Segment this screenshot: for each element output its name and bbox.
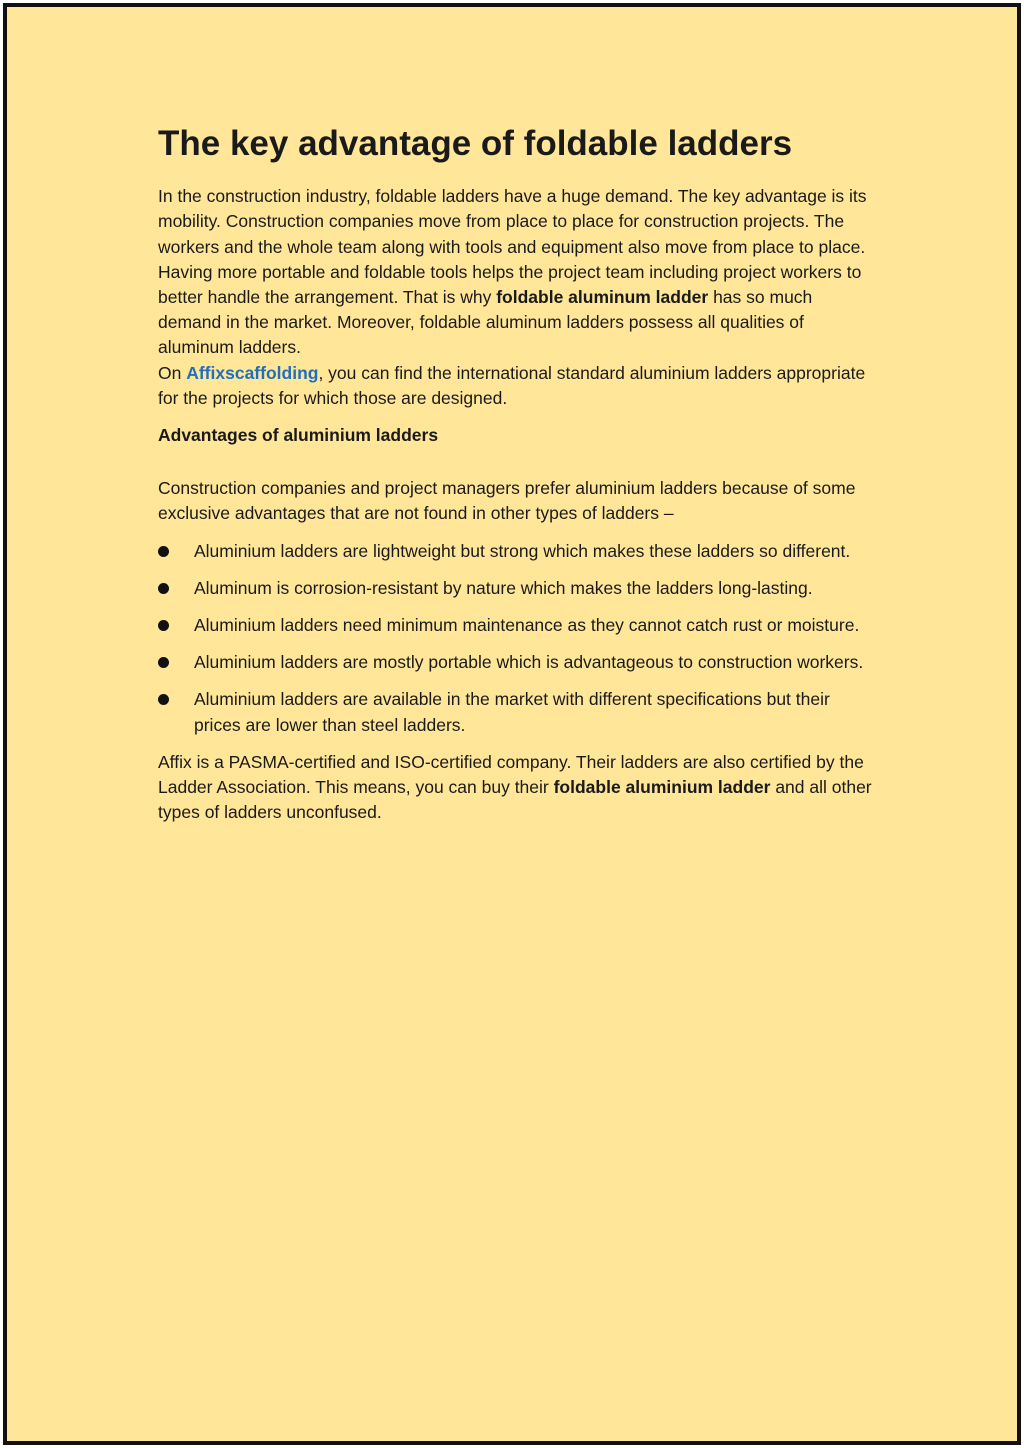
intro-text-4: , you can find the international standard aluminium ladders appropriate for the projects for which those are designed.	[158, 362, 866, 408]
list-item-text: Aluminium ladders are lightweight but strong which makes these ladders so different.	[194, 540, 851, 561]
list-item-text: Aluminium ladders are available in the market with different specifications but their prices are lower than steel ladders.	[194, 689, 830, 735]
advantages-list	[158, 539, 878, 738]
bullet-icon	[158, 694, 169, 705]
list-item-text: Aluminium ladders are mostly portable which is advantageous to construction workers.	[194, 652, 864, 673]
heading-key-advantage: The key advantage of foldable ladders	[158, 124, 793, 163]
bullet-icon	[158, 583, 169, 594]
closing-paragraph	[158, 750, 878, 826]
closing-text-2: and all other types of ladders unconfused.	[158, 777, 872, 823]
document-page	[3, 3, 1021, 1445]
intro-paragraph	[158, 184, 878, 411]
keyword-foldable-aluminum-ladder: foldable aluminum ladder	[496, 287, 709, 308]
list-item	[158, 539, 878, 564]
list-item	[158, 650, 878, 675]
heading-advantages: Advantages of aluminium ladders	[158, 425, 439, 446]
advantages-intro-paragraph: Construction companies and project managers prefer aluminium ladders because of some exclusive advantages that are not found in other types of ladders –	[158, 478, 856, 524]
article-content	[158, 125, 878, 825]
list-item	[158, 613, 878, 638]
intro-text-1: In the construction industry, foldable ladders have a huge demand. The key advantage is its mobility. Construction companies move from place to place for construction projects. The workers and the whole team along with tools and equipment also move from place to place. Having more portable and foldable tools helps the project team including project workers to better handle the arrangement. That is why	[158, 186, 867, 308]
keyword-foldable-aluminium-ladder: foldable aluminium ladder	[553, 777, 771, 798]
intro-text-3: On	[158, 362, 187, 383]
list-item-text: Aluminum is corrosion-resistant by nature which makes the ladders long-lasting.	[194, 577, 813, 598]
bullet-icon	[158, 657, 169, 668]
closing-text-1: Affix is a PASMA-certified and ISO-certified company. Their ladders are also certified by the Ladder Association. This means, you can buy their	[158, 751, 864, 798]
bullet-icon	[158, 620, 169, 631]
list-item-text: Aluminium ladders need minimum maintenance as they cannot catch rust or moisture.	[194, 615, 860, 636]
affixscaffolding-link[interactable]: Affixscaffolding	[186, 362, 319, 383]
intro-text-2: has so much demand in the market. Moreover, foldable aluminum ladders possess all qualities of aluminum ladders.	[158, 287, 813, 358]
list-item	[158, 576, 878, 601]
bullet-icon	[158, 546, 169, 557]
list-item	[158, 687, 878, 737]
